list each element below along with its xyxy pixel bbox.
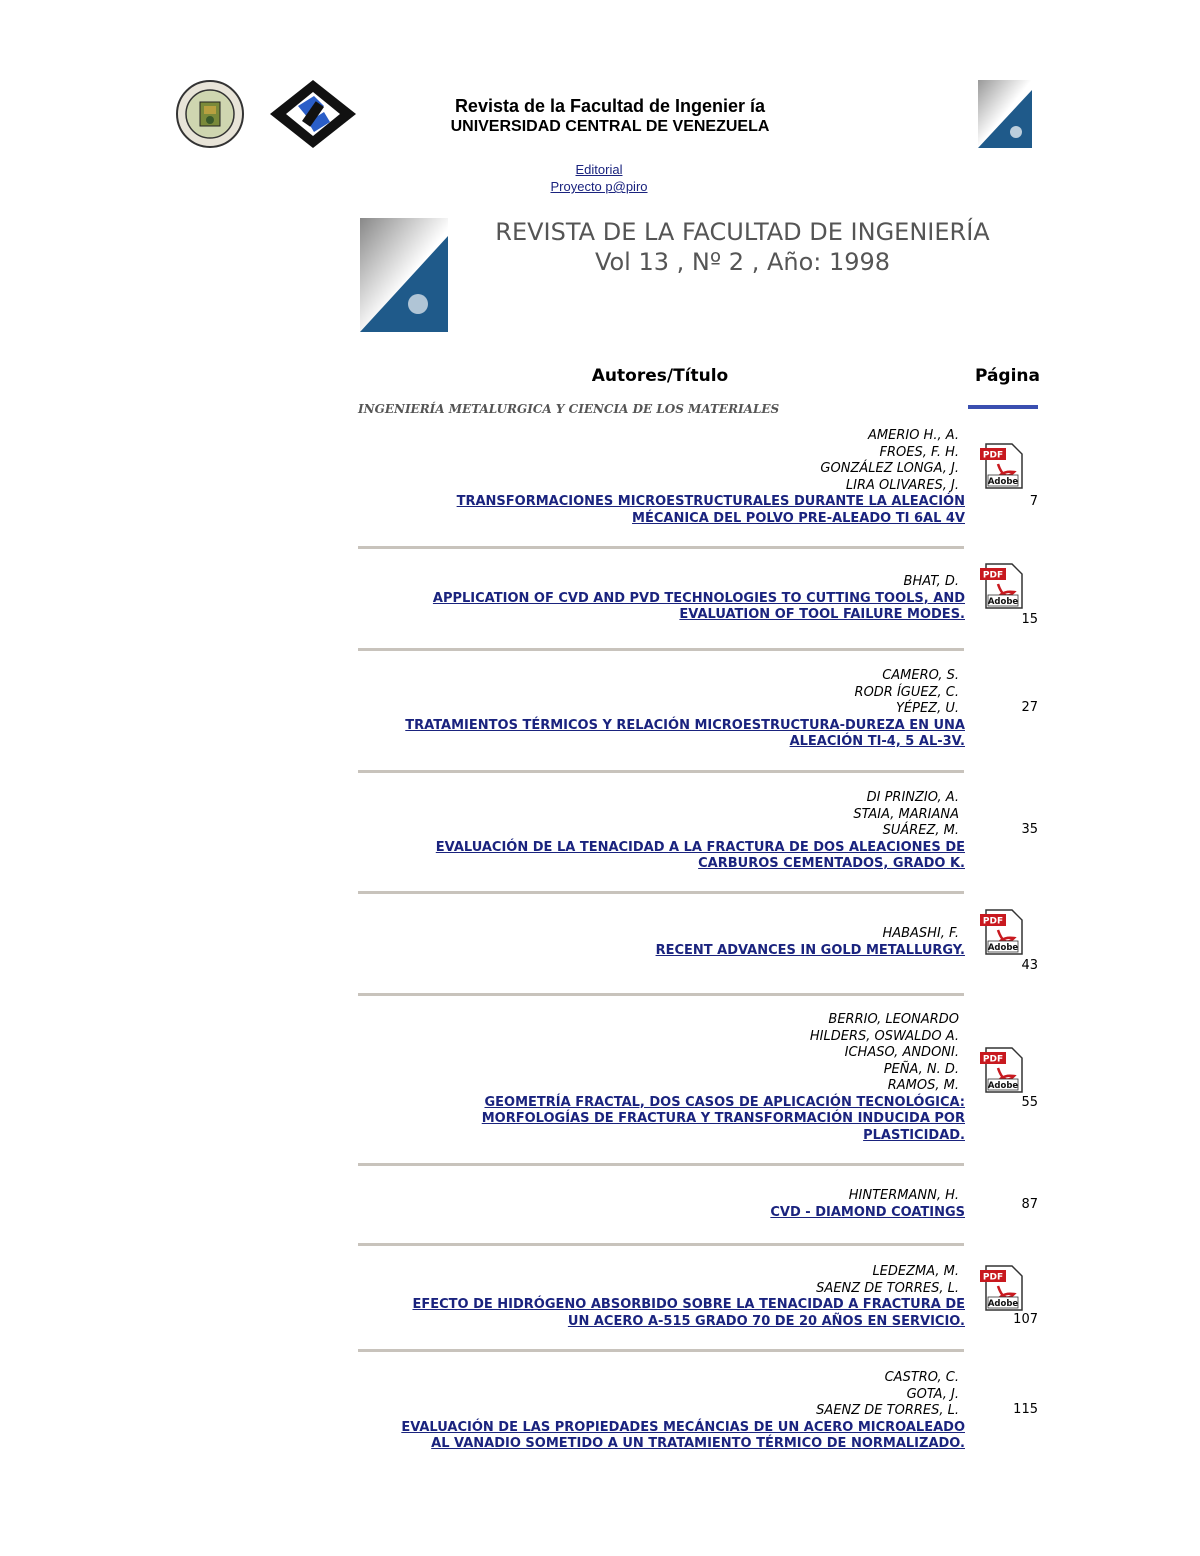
author-name: HABASHI, F. <box>882 926 959 941</box>
section-heading: INGENIERÍA METALURGICA Y CIENCIA DE LOS MATERIALES <box>358 402 780 416</box>
author-name: SAENZ DE TORRES, L. <box>816 1280 959 1296</box>
article-title-link[interactable] <box>355 1420 965 1453</box>
university-seal-logo <box>176 80 244 148</box>
article-title-link[interactable] <box>355 1205 965 1222</box>
journal-title: REVISTA DE LA FACULTAD DE INGENIERÍA <box>495 218 990 246</box>
adobe-label: Adobe <box>987 1081 1019 1091</box>
article-title-link[interactable] <box>355 840 965 873</box>
pdf-download-icon[interactable] <box>978 442 1026 490</box>
entry-separator <box>358 770 964 773</box>
article-entry <box>355 1188 965 1221</box>
article-title-link[interactable] <box>355 718 965 751</box>
page-number: 115 <box>1013 1402 1038 1417</box>
article-title-line: AL VANADIO SOMETIDO A UN TRATAMIENTO TÉRMICO DE NORMALIZADO. <box>431 1436 965 1451</box>
author-name: RAMOS, M. <box>887 1078 959 1093</box>
pdf-label: PDF <box>982 1272 1004 1283</box>
author-name: RODR ÍGUEZ, C. <box>854 684 959 700</box>
university-header-line2: UNIVERSIDAD CENTRAL DE VENEZUELA <box>450 118 770 135</box>
editorial-link[interactable]: Editorial <box>575 162 623 177</box>
article-title-link[interactable] <box>355 591 965 624</box>
author-name: HILDERS, OSWALDO A. <box>809 1028 959 1044</box>
journal-cover-thumbnail-small <box>978 80 1032 148</box>
article-entry <box>355 1264 965 1330</box>
entry-separator <box>358 1243 964 1246</box>
page-number: 15 <box>1021 612 1038 627</box>
article-title-line: PLASTICIDAD. <box>863 1127 965 1143</box>
author-name: STAIA, MARIANA <box>853 806 959 822</box>
journal-volume: Vol 13 , Nº 2 , Año: 1998 <box>594 248 891 276</box>
author-name: HINTERMANN, H. <box>848 1188 959 1203</box>
author-name: YÉPEZ, U. <box>895 701 959 716</box>
article-entry <box>355 1370 965 1453</box>
article-title-link[interactable] <box>355 1095 965 1145</box>
pdf-label: PDF <box>982 570 1004 581</box>
article-entry <box>355 668 965 751</box>
author-name: LEDEZMA, M. <box>872 1264 959 1279</box>
author-name: AMERIO H., A. <box>868 428 959 443</box>
article-title-line: TRANSFORMACIONES MICROESTRUCTURALES DURANTE LA ALEACIÓN <box>456 494 965 509</box>
pdf-label: PDF <box>982 1054 1004 1065</box>
article-entry <box>355 790 965 873</box>
author-name: LIRA OLIVARES, J. <box>845 477 959 493</box>
article-title-line: EFECTO DE HIDRÓGENO ABSORBIDO SOBRE LA TENACIDAD A FRACTURA DE <box>412 1297 965 1312</box>
column-header-authors-title: Autores/Título <box>591 366 729 386</box>
author-name: BERRIO, LEONARDO <box>828 1012 959 1027</box>
page-number: 7 <box>1029 494 1038 509</box>
author-name: CASTRO, C. <box>884 1370 959 1385</box>
author-name: SAENZ DE TORRES, L. <box>816 1403 959 1418</box>
page-number: 43 <box>1021 958 1038 973</box>
article-title-line: CVD - DIAMOND COATINGS <box>770 1204 965 1220</box>
page-number: 107 <box>1013 1312 1038 1327</box>
article-entry <box>355 926 965 959</box>
entry-separator <box>358 648 964 651</box>
author-name: PEÑA, N. D. <box>883 1061 959 1077</box>
article-title-link[interactable] <box>355 1297 965 1330</box>
pdf-download-icon[interactable] <box>978 1046 1026 1094</box>
article-entry <box>355 428 965 527</box>
adobe-label: Adobe <box>987 597 1019 607</box>
article-title-line: EVALUACIÓN DE LAS PROPIEDADES MECÁNCIAS DE UN ACERO MICROALEADO <box>401 1419 965 1435</box>
adobe-label: Adobe <box>987 943 1019 953</box>
article-title-line: EVALUATION OF TOOL FAILURE MODES. <box>679 607 965 622</box>
author-name: GONZÁLEZ LONGA, J. <box>820 461 959 476</box>
article-entry <box>355 1012 965 1144</box>
article-entry <box>355 574 965 624</box>
journal-cover-image <box>360 218 448 332</box>
author-name: BHAT, D. <box>903 574 959 589</box>
entry-separator <box>358 891 964 894</box>
column-header-page: Página <box>974 366 1040 386</box>
article-title-line: MORFOLOGÍAS DE FRACTURA Y TRANSFORMACIÓN INDUCIDA POR <box>481 1111 965 1126</box>
author-name: GOTA, J. <box>906 1386 959 1402</box>
article-title-link[interactable] <box>355 943 965 960</box>
entry-separator <box>358 1349 964 1352</box>
article-title-line: MÉCANICA DEL POLVO PRE-ALEADO TI 6AL 4V <box>632 510 965 526</box>
page-column-underline <box>968 405 1038 409</box>
proyecto-papiro-link[interactable]: Proyecto p@piro <box>550 179 648 194</box>
article-title-line: RECENT ADVANCES IN GOLD METALLURGY. <box>655 942 965 958</box>
article-title-line: ALEACIÓN TI-4, 5 AL-3V. <box>789 734 965 749</box>
faculty-diamond-logo <box>268 78 358 150</box>
adobe-label: Adobe <box>987 477 1019 487</box>
article-title-line: EVALUACIÓN DE LA TENACIDAD A LA FRACTURA DE DOS ALEACIONES DE <box>435 839 965 855</box>
page-number: 55 <box>1021 1095 1038 1110</box>
page-number: 35 <box>1021 822 1038 837</box>
pdf-download-icon[interactable] <box>978 562 1026 610</box>
pdf-label: PDF <box>982 450 1004 461</box>
author-name: SUÁREZ, M. <box>882 823 959 838</box>
author-name: ICHASO, ANDONI. <box>844 1045 959 1060</box>
pdf-download-icon[interactable] <box>978 908 1026 956</box>
page-number: 87 <box>1021 1197 1038 1212</box>
author-name: DI PRINZIO, A. <box>866 790 959 805</box>
article-title-line: TRATAMIENTOS TÉRMICOS Y RELACIÓN MICROESTRUCTURA-DUREZA EN UNA <box>405 717 965 733</box>
entry-separator <box>358 546 964 549</box>
pdf-label: PDF <box>982 916 1004 927</box>
adobe-label: Adobe <box>987 1299 1019 1309</box>
article-title-link[interactable] <box>355 494 965 527</box>
article-title-line: GEOMETRÍA FRACTAL, DOS CASOS DE APLICACIÓN TECNOLÓGICA: <box>484 1094 965 1110</box>
pdf-download-icon[interactable] <box>978 1264 1026 1312</box>
page-number: 27 <box>1021 700 1038 715</box>
university-header-line1: Revista de la Facultad de Ingenier ía <box>454 96 766 116</box>
entry-separator <box>358 993 964 996</box>
article-title-line: UN ACERO A-515 GRADO 70 DE 20 AÑOS EN SERVICIO. <box>567 1313 965 1329</box>
article-title-line: CARBUROS CEMENTADOS, GRADO K. <box>698 856 965 871</box>
entry-separator <box>358 1163 964 1166</box>
article-title-line: APPLICATION OF CVD AND PVD TECHNOLOGIES TO CUTTING TOOLS, AND <box>432 590 965 606</box>
author-name: FROES, F. H. <box>879 444 959 460</box>
author-name: CAMERO, S. <box>882 668 959 683</box>
